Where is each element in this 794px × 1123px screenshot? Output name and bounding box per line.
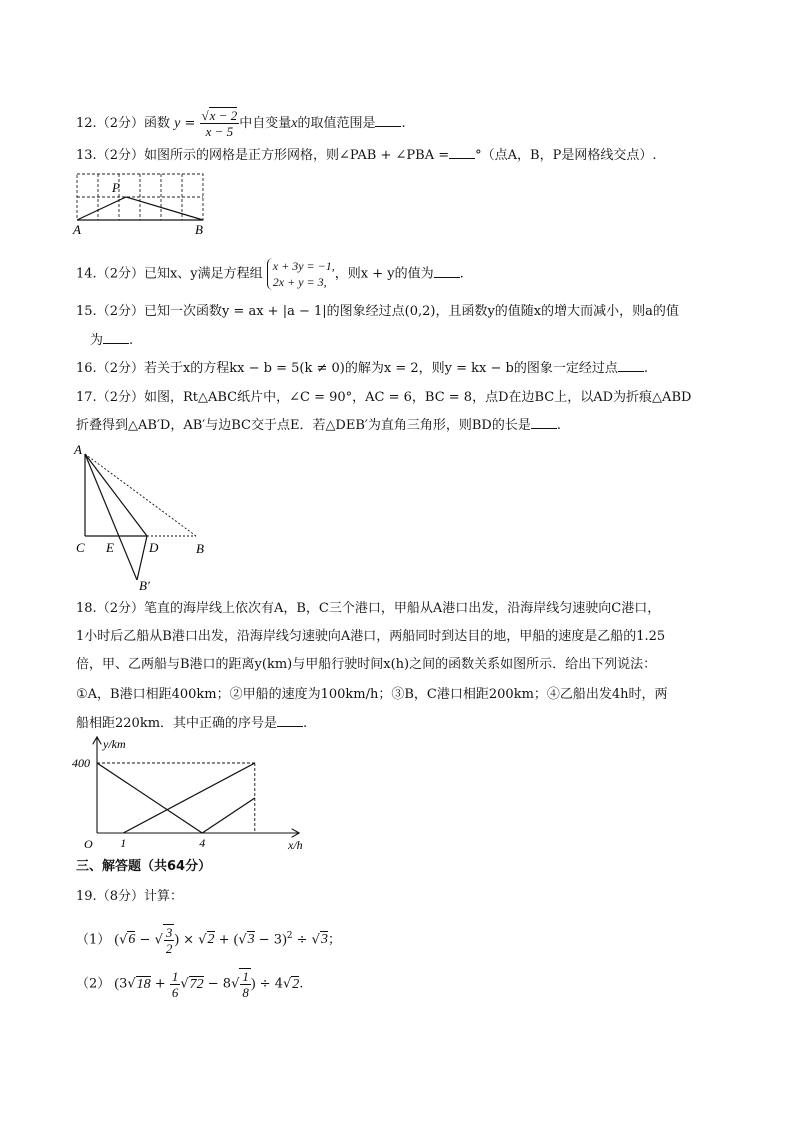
question-number: 18. bbox=[76, 601, 97, 616]
q18-line1: 笔直的海岸线上依次有A，B，C三个港口，甲船从A港口出发，沿海岸线匀速驶向C港口， bbox=[143, 601, 661, 616]
score: （2分） bbox=[96, 148, 144, 163]
q17-end: . bbox=[556, 418, 561, 433]
label-a: A bbox=[74, 442, 82, 457]
series-ship-jia bbox=[97, 763, 255, 833]
score: （2分） bbox=[96, 390, 144, 405]
label-p: P bbox=[112, 180, 120, 195]
answer-blank bbox=[531, 416, 557, 429]
question-number: 12. bbox=[76, 116, 97, 131]
answer-blank bbox=[375, 114, 401, 127]
label-b: B bbox=[196, 541, 204, 556]
y-axis-label: y/km bbox=[103, 737, 126, 751]
question-14 bbox=[76, 258, 464, 290]
q12-text-mid: 中自变量 bbox=[239, 116, 292, 131]
question-17 bbox=[76, 389, 691, 407]
q14-end: . bbox=[459, 266, 464, 282]
equation-system bbox=[267, 258, 335, 290]
q19-part1: （1） (√6 − √ $\frac{3}{2}$ ) × $√2 + (√3 - 3)^2 \div √3$； bbox=[76, 924, 341, 956]
q19-text: 计算： bbox=[143, 889, 183, 904]
score: （2分） bbox=[96, 601, 144, 616]
q15-line2: 为 bbox=[90, 333, 104, 348]
y-tick-400: 400 bbox=[72, 756, 90, 770]
label-d: D bbox=[149, 540, 159, 555]
question-number: 14. bbox=[76, 266, 97, 282]
q12-fraction: $\frac{√x - 2}{x - 5}$ bbox=[201, 108, 238, 139]
score: （2分） bbox=[96, 361, 144, 376]
question-number: 19. bbox=[76, 889, 97, 904]
q18-line4-row bbox=[76, 686, 668, 704]
answer-blank bbox=[449, 146, 475, 159]
grid-figure bbox=[72, 170, 212, 236]
question-number: 15. bbox=[76, 304, 97, 319]
part-label: （2） bbox=[76, 976, 111, 992]
q16-text: 若关于x的方程kx − b = 5(k ≠ 0)的解为x = 2，则y = kx − b的图象一定经过点 bbox=[143, 361, 618, 376]
x-tick-1: 1 bbox=[120, 836, 127, 850]
series-ship-yi bbox=[123, 763, 255, 833]
question-number: 13. bbox=[76, 148, 97, 163]
q17-line1: 如图，Rt△ABC纸片中，∠C = 90°，AC = 6，BC = 8，点D在边BC上，以AD为折痕△ABD bbox=[143, 390, 692, 405]
equation-1: x + 3y = −1, bbox=[272, 259, 335, 273]
q18-line3-row bbox=[76, 656, 656, 674]
q18-line4: ①A，B港口相距400km；②甲船的速度为100km/h；③B，C港口相距200km；④乙船出发4h时，两 bbox=[76, 687, 668, 702]
q18-line2: 1小时后乙船从B港口出发，沿海岸线匀速驶向A港口，两船同时到达目的地，甲船的速度是乙船的1.25 bbox=[76, 629, 666, 644]
question-number: 17. bbox=[76, 390, 97, 405]
question-12: 12.（2分）函数 y = $\frac{√x - 2}{x - 5}$ 中自变量x的取值范围是 . bbox=[76, 108, 406, 139]
question-16 bbox=[76, 359, 648, 378]
answer-blank bbox=[434, 265, 460, 278]
origin-label: O bbox=[84, 837, 93, 851]
q18-line3: 倍，甲、乙两船与B港口的距离y(km)与甲船行驶时间x(h)之间的函数关系如图所示．给出下列说法： bbox=[76, 657, 657, 672]
distance-time-chart bbox=[70, 734, 320, 854]
q18-line5: 船相距220km．其中正确的序号是 bbox=[76, 716, 278, 731]
q12-text-post: 的取值范围是 bbox=[297, 116, 376, 131]
q18-line5-row bbox=[76, 714, 307, 733]
q13-post: °（点A，B，P是网格线交点）. bbox=[475, 148, 657, 163]
q18-end: . bbox=[303, 716, 308, 731]
question-15-line2 bbox=[90, 331, 133, 350]
label-b-prime: B′ bbox=[139, 578, 150, 593]
question-18 bbox=[76, 600, 660, 618]
segment-db-prime bbox=[137, 536, 147, 580]
q14-text-post: ，则x + y的值为 bbox=[334, 266, 434, 282]
question-15 bbox=[76, 303, 679, 321]
label-a: A bbox=[73, 222, 81, 236]
score: （8分） bbox=[96, 889, 144, 904]
segment-ad bbox=[85, 454, 147, 536]
q19-part2: （2） (3√18 + $\frac{1}{6}$ √72 − 8√ $\frac{1}{8}$ ) ÷ 4√2. bbox=[76, 968, 304, 1000]
question-number: 16. bbox=[76, 361, 97, 376]
triangle-fold-figure bbox=[70, 440, 220, 595]
x-axis-label: x/h bbox=[288, 838, 303, 852]
q12-text-pre: 函数 bbox=[143, 116, 170, 131]
question-19 bbox=[76, 888, 183, 906]
q18-line2-row bbox=[76, 628, 665, 646]
score: （2分） bbox=[96, 266, 144, 282]
q13-text: 如图所示的网格是正方形网格，则∠PAB + ∠PBA = bbox=[143, 148, 450, 163]
label-b: B bbox=[195, 222, 203, 236]
q15-end: . bbox=[129, 333, 134, 348]
label-e: E bbox=[106, 540, 114, 555]
label-c: C bbox=[76, 540, 85, 555]
score: （2分） bbox=[96, 304, 144, 319]
q16-end: . bbox=[643, 361, 648, 376]
q12-end: . bbox=[401, 116, 406, 131]
score: （2分） bbox=[96, 116, 144, 131]
answer-blank bbox=[277, 714, 303, 727]
q15-line1: 已知一次函数y = ax + |a − 1|的图象经过点(0,2)，且函数y的值随x的增大而减小，则a的值 bbox=[143, 304, 679, 319]
answer-blank bbox=[103, 331, 129, 344]
section-title: 三、解答题（共64分） bbox=[76, 859, 212, 874]
x-tick-4: 4 bbox=[199, 836, 206, 850]
q14-text-pre: 已知x、y满足方程组 bbox=[143, 266, 263, 282]
q17-line2: 折叠得到△AB′D，AB′与边BC交于点E．若△DEB′为直角三角形，则BD的长是 bbox=[76, 418, 531, 433]
question-17-line2 bbox=[76, 416, 561, 435]
equation-2: 2x + y = 3, bbox=[272, 275, 327, 289]
q12-var: x bbox=[291, 116, 298, 131]
question-13 bbox=[76, 146, 656, 165]
answer-blank bbox=[618, 359, 644, 372]
part-label: （1） bbox=[76, 932, 111, 948]
